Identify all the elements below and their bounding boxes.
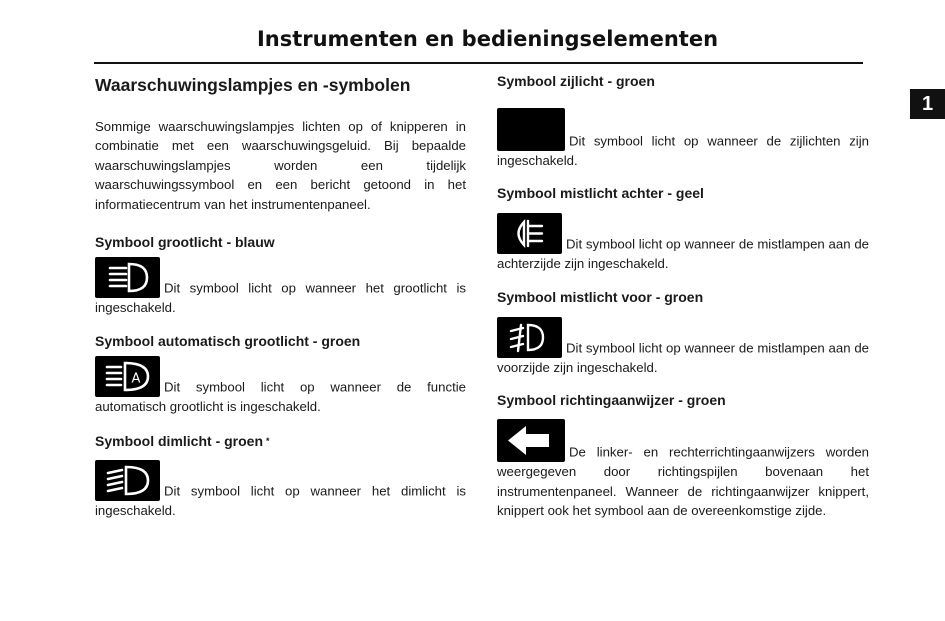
section-turn-signal bbox=[497, 391, 869, 520]
section-text: Dit symbool licht op wanneer het dimlicht is ingeschakeld. bbox=[95, 483, 466, 518]
section-auto-high-beam bbox=[95, 332, 466, 416]
section-title: Symbool richtingaanwijzer - groen bbox=[497, 392, 726, 409]
section-heading: Waarschuwingslampjes en -symbolen bbox=[95, 75, 411, 95]
front-fog-light-icon bbox=[497, 317, 562, 358]
side-light-icon bbox=[497, 108, 565, 151]
turn-signal-arrow-icon bbox=[497, 419, 565, 462]
high-beam-icon bbox=[95, 257, 160, 298]
section-side-light bbox=[497, 72, 869, 170]
low-beam-icon bbox=[95, 460, 160, 501]
intro-paragraph: Sommige waarschuwingslampjes lichten op of knipperen in combinatie met een waarschuwingsgeluid. Bij bepaalde waarschuwingslampjes worden een tijdelijk waarschuwingssymbool en een bericht getoond in het informatiecentrum van het instrumentenpaneel. bbox=[95, 119, 466, 212]
left-column bbox=[95, 72, 466, 520]
section-text: Dit symbool licht op wanneer de mistlampen aan de achterzijde zijn ingeschakeld. bbox=[497, 237, 869, 272]
page-title: Instrumenten en bedieningselementen bbox=[256, 27, 719, 51]
section-title: Symbool zijlicht - groen bbox=[497, 73, 655, 89]
section-rear-fog bbox=[497, 184, 869, 273]
chapter-tab: 1 bbox=[910, 89, 945, 119]
section-title: Symbool mistlicht achter - geel bbox=[497, 185, 704, 202]
section-text: Dit symbool licht op wanneer de zijlichten zijn ingeschakeld. bbox=[497, 133, 869, 168]
footnote-marker: * bbox=[266, 435, 270, 446]
section-high-beam bbox=[95, 233, 466, 317]
section-front-fog bbox=[497, 288, 869, 377]
section-title: Symbool automatisch grootlicht - groen bbox=[95, 333, 361, 350]
section-text: Dit symbool licht op wanneer de mistlampen aan de voorzijde zijn ingeschakeld. bbox=[497, 340, 869, 375]
right-column bbox=[497, 72, 869, 520]
section-title: Symbool mistlicht voor - groen bbox=[497, 288, 704, 305]
svg-text:A: A bbox=[131, 371, 141, 387]
rear-fog-light-icon bbox=[497, 213, 562, 254]
section-title: Symbool dimlicht - groen * bbox=[95, 432, 270, 449]
section-title: Symbool grootlicht - blauw bbox=[95, 234, 275, 251]
section-low-beam bbox=[95, 432, 466, 520]
section-text: Dit symbool licht op wanneer de functie automatisch grootlicht is ingeschakeld. bbox=[95, 380, 466, 415]
title-rule bbox=[94, 62, 863, 64]
section-text: De linker- en rechterrichtingaanwijzers worden weergegeven door richtingspijlen bovenaan het instrumentenpaneel. Wanneer de richtingaanwijzer knippert, knippert ook het symbool aan de overeenkomstige zijde. bbox=[497, 444, 869, 519]
section-text: Dit symbool licht op wanneer het grootlicht is ingeschakeld. bbox=[95, 280, 466, 316]
auto-high-beam-icon bbox=[95, 356, 160, 397]
